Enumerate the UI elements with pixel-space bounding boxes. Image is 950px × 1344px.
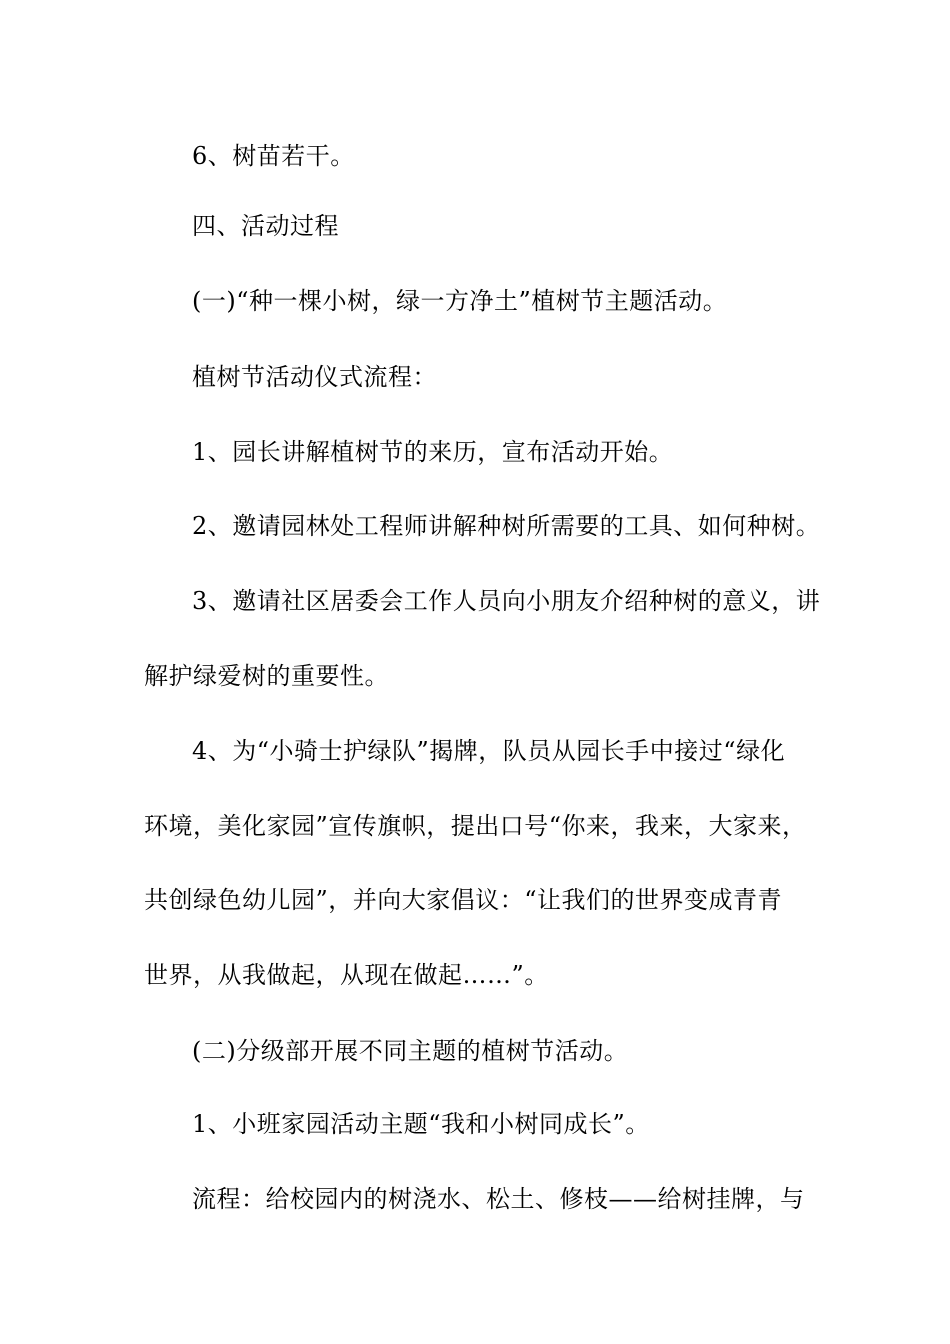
flow-item-4-line-2: 环境，美化家园”宣传旗帜，提出口号“你来，我来，大家来， — [144, 812, 807, 840]
flow-item-2: 2、邀请园林处工程师讲解种树所需要的工具、如何种树。 — [192, 512, 821, 540]
flow-item-4-line-4: 世界，从我做起，从现在做起……”。 — [144, 961, 549, 989]
section-heading-activity-process: 四、活动过程 — [192, 212, 339, 240]
small-class-activity-theme: 1、小班家园活动主题“我和小树同成长”。 — [192, 1110, 650, 1138]
small-class-flow: 流程：给校园内的树浇水、松土、修枝——给树挂牌，与 — [192, 1185, 805, 1213]
flow-item-4-line-3: 共创绿色幼儿园”，并向大家倡议：“让我们的世界变成青青 — [144, 886, 783, 914]
item-6-saplings: 6、树苗若干。 — [192, 142, 355, 170]
flow-item-4-line-1: 4、为“小骑士护绿队”揭牌，队员从园长手中接过“绿化 — [192, 737, 786, 765]
subsection-heading-2: (二)分级部开展不同主题的植树节活动。 — [192, 1037, 629, 1065]
flow-item-1: 1、园长讲解植树节的来历，宣布活动开始。 — [192, 438, 674, 466]
subsection-heading-1: (一)“种一棵小树，绿一方净土”植树节主题活动。 — [192, 287, 728, 315]
flow-item-3-line-1: 3、邀请社区居委会工作人员向小朋友介绍种树的意义，讲 — [192, 587, 821, 615]
flow-item-3-line-2: 解护绿爱树的重要性。 — [144, 662, 389, 690]
ceremony-flow-heading: 植树节活动仪式流程： — [192, 363, 437, 391]
